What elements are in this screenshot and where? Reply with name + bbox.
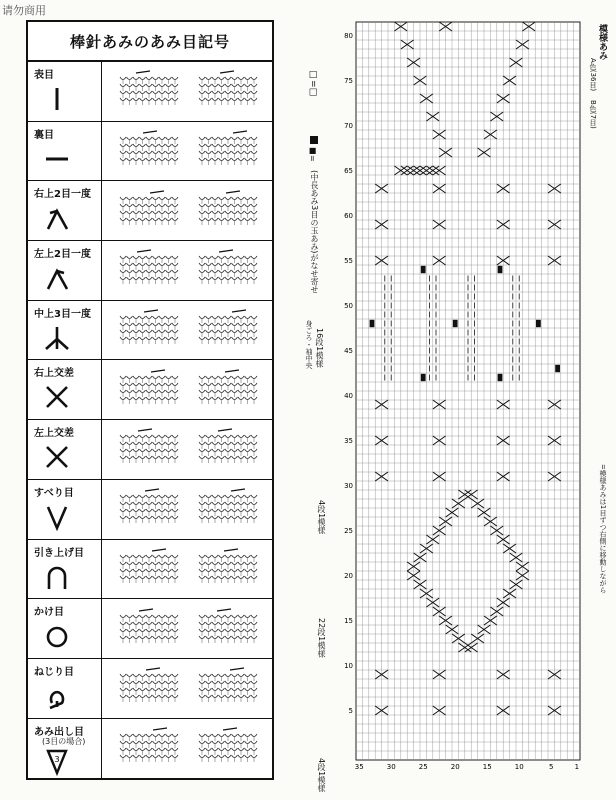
stitch-illustration-front (116, 129, 180, 173)
row-number-label: 70 (344, 122, 353, 130)
stitch-illustration-result (195, 547, 259, 591)
symbol-cell (28, 181, 102, 240)
symbol-subnote: (3目の場合) (42, 736, 86, 746)
symbol-cell (28, 480, 102, 539)
legend-title: 棒針あみのあみ目記号 (28, 22, 272, 62)
symbol-name: 引き上げ目 (34, 547, 84, 559)
knit-icon (42, 84, 72, 114)
section-1-label: 16段1模様 (315, 328, 324, 368)
slip-icon (42, 502, 72, 532)
stitch-illustration-result (195, 308, 259, 352)
pullup-icon (42, 562, 72, 592)
symbol-cell (28, 599, 102, 658)
stitch-illustration-front (116, 248, 180, 292)
increase-icon (42, 746, 72, 776)
note-bottom: =模様あみは1目ずつ右側に移動しながら (599, 464, 607, 594)
bobble-mark (498, 266, 503, 273)
symbol-name: 右上交差 (34, 368, 74, 380)
purl-icon (42, 144, 72, 174)
symbol-name: かけ目 (34, 607, 64, 619)
black-square-icon (310, 136, 318, 144)
stitch-illustration-result (195, 129, 259, 173)
stitch-illustrations (102, 62, 272, 121)
symbol-name: ねじり目 (34, 666, 74, 678)
legend-row (28, 719, 272, 779)
stitch-illustration-front (116, 427, 180, 471)
stitch-illustration-front (116, 69, 180, 113)
legend-row (28, 122, 272, 182)
section-2-label: 4段1模様 (317, 500, 326, 535)
stitch-illustrations (102, 122, 272, 181)
column-number-label: 10 (514, 763, 524, 771)
legend-row (28, 480, 272, 540)
stitch-illustration-front (116, 726, 180, 770)
row-number-label: 65 (344, 167, 353, 175)
bobble-mark (421, 266, 426, 273)
chart-title: 模様あみ (597, 24, 607, 60)
stitch-illustration-front (116, 189, 180, 233)
symbol-cell (28, 122, 102, 181)
row-number-label: 5 (348, 707, 353, 715)
right-cross-icon (42, 382, 72, 412)
stitch-illustration-result (195, 427, 259, 471)
symbol-legend-table (26, 20, 274, 780)
legend-row (28, 181, 272, 241)
symbol-name: 左上交差 (34, 428, 74, 440)
bobble-mark (421, 374, 426, 381)
center-3tog-icon (42, 323, 72, 353)
watermark: 请勿商用 (2, 4, 46, 17)
symbol-name: 右上2目一度 (34, 189, 91, 201)
bobble-mark (536, 320, 541, 327)
stitch-illustration-front (116, 308, 180, 352)
legend-row (28, 420, 272, 480)
row-number-label: 45 (344, 347, 353, 355)
bobble-mark (555, 365, 560, 372)
blank-key: □=□ (308, 70, 318, 98)
stitch-illustrations (102, 181, 272, 240)
symbol-name: 裏目 (34, 129, 54, 141)
legend-row (28, 241, 272, 301)
stitch-illustration-result (195, 248, 259, 292)
column-number-label: 35 (354, 763, 364, 771)
black-key: ■= (308, 146, 317, 162)
row-number-label: 30 (344, 482, 353, 490)
row-number-label: 40 (344, 392, 353, 400)
stitch-illustrations (102, 301, 272, 360)
row-number-label: 15 (344, 617, 353, 625)
symbol-name: 中上3目一度 (34, 308, 91, 320)
section-1-sub: 身ごろ・袖中央 (305, 320, 313, 369)
legend-row (28, 599, 272, 659)
chart-key (305, 60, 336, 793)
row-number-label: 35 (344, 437, 353, 445)
stitch-illustrations (102, 540, 272, 599)
symbol-name: あみ出し目 (34, 726, 84, 738)
stitch-illustrations (102, 480, 272, 539)
row-number-label: 50 (344, 302, 353, 310)
knitting-chart (342, 18, 592, 780)
row-number-label: 55 (344, 257, 353, 265)
note-a: A色(36目) (589, 58, 597, 92)
column-number-label: 20 (450, 763, 460, 771)
column-number-label: 25 (418, 763, 428, 771)
twisted-icon (42, 681, 72, 711)
legend-row (28, 659, 272, 719)
column-number-label: 15 (482, 763, 492, 771)
left-cross-icon (42, 442, 72, 472)
row-number-label: 75 (344, 77, 353, 85)
symbol-cell (28, 360, 102, 419)
bobble-mark (370, 320, 375, 327)
symbol-cell (28, 540, 102, 599)
bobble-note: (中長あみ3目の玉あみ)がなせ寄せ (310, 170, 319, 294)
stitch-illustration-result (195, 189, 259, 233)
row-number-label: 60 (344, 212, 353, 220)
chart-notes (590, 24, 614, 784)
stitch-illustration-result (195, 69, 259, 113)
section-4-label: 4段1模様 (317, 758, 326, 793)
stitch-illustration-result (195, 726, 259, 770)
bobble-mark (498, 374, 503, 381)
section-3-label: 22段1模様 (317, 618, 326, 658)
bobble-mark (453, 320, 458, 327)
stitch-illustrations (102, 599, 272, 658)
legend-row (28, 62, 272, 122)
symbol-name: 表目 (34, 70, 54, 81)
column-number-label: 5 (548, 763, 554, 771)
symbol-cell (28, 241, 102, 300)
row-number-label: 20 (344, 572, 353, 580)
column-number-label: 1 (574, 763, 580, 771)
symbol-cell (28, 719, 102, 779)
yarnover-icon (42, 621, 72, 651)
symbol-cell (28, 62, 102, 121)
symbol-name: 左上2目一度 (34, 249, 91, 261)
legend-row (28, 540, 272, 600)
stitch-illustration-front (116, 547, 180, 591)
stitch-illustrations (102, 360, 272, 419)
left-k2tog-icon (42, 263, 72, 293)
stitch-illustration-front (116, 487, 180, 531)
stitch-illustrations (102, 719, 272, 779)
svg-text:3: 3 (54, 754, 60, 764)
symbol-cell (28, 420, 102, 479)
stitch-illustrations (102, 659, 272, 718)
stitch-illustration-result (195, 368, 259, 412)
row-number-label: 25 (344, 527, 353, 535)
stitch-illustrations (102, 420, 272, 479)
stitch-illustration-result (195, 487, 259, 531)
symbol-cell (28, 301, 102, 360)
row-number-label: 80 (344, 32, 353, 40)
stitch-illustration-front (116, 607, 180, 651)
stitch-illustration-result (195, 607, 259, 651)
note-b: B色(7目) (589, 100, 597, 129)
symbol-cell (28, 659, 102, 718)
stitch-illustration-front (116, 666, 180, 710)
right-k2tog-icon (42, 203, 72, 233)
column-number-label: 30 (386, 763, 396, 771)
legend-row (28, 360, 272, 420)
symbol-name: すべり目 (34, 487, 74, 499)
legend-row (28, 301, 272, 361)
stitch-illustration-result (195, 666, 259, 710)
stitch-illustrations (102, 241, 272, 300)
row-number-label: 10 (344, 662, 353, 670)
stitch-illustration-front (116, 368, 180, 412)
